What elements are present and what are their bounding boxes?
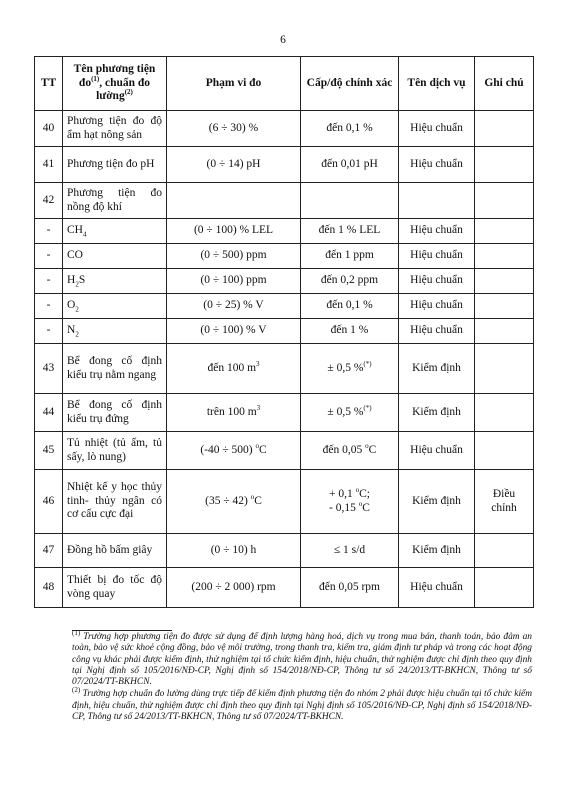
cell-range: (0 ÷ 100) % LEL (167, 219, 301, 244)
cell-name: Phương tiện đo độ ẩm hạt nông sản (63, 111, 167, 147)
accuracy-footnote-mark: (*) (363, 359, 372, 368)
accuracy-unit: C; (359, 488, 370, 500)
cell-range: (0 ÷ 25) % V (167, 294, 301, 319)
accuracy-unit: C (368, 443, 377, 456)
cell-name: Thiết bị đo tốc độ vòng quay (63, 568, 167, 608)
cell-service: Hiệu chuẩn (399, 219, 475, 244)
header-service: Tên dịch vụ (399, 57, 475, 111)
cell-note (475, 219, 534, 244)
range-unit: C (259, 443, 267, 456)
range-unit-sup: 3 (256, 403, 261, 412)
header-tt: TT (35, 57, 63, 111)
range-value: (-40 ÷ 500) (200, 443, 256, 456)
cell-name: Đồng hồ bấm giây (63, 534, 167, 568)
cell-name (63, 319, 167, 344)
cell-range: (0 ÷ 10) h (167, 534, 301, 568)
cell-note (475, 269, 534, 294)
cell-tt: 43 (35, 344, 63, 394)
cell-note (475, 244, 534, 269)
cell-accuracy: đến 0,1 % (301, 294, 399, 319)
table-row (35, 432, 534, 470)
cell-service: Kiểm định (399, 394, 475, 432)
header-name-part2: , chuẩn đo lường (96, 76, 151, 103)
cell-tt: 40 (35, 111, 63, 147)
degree-sup: o (358, 499, 363, 508)
cell-tt: 41 (35, 147, 63, 183)
cell-note (475, 568, 534, 608)
cell-name (63, 269, 167, 294)
footnote-2-mark: (2) (72, 686, 81, 695)
cell-tt: 45 (35, 432, 63, 470)
header-name-sup2: (2) (124, 88, 133, 97)
range-unit: C (254, 494, 262, 507)
degree-sup: o (365, 441, 369, 450)
cell-range: (200 ÷ 2 000) rpm (167, 568, 301, 608)
accuracy-line-1 (305, 488, 394, 502)
gas-formula: CH (67, 224, 83, 237)
cell-note (475, 147, 534, 183)
cell-range: (6 ÷ 30) % (167, 111, 301, 147)
cell-name: Phương tiện đo pH (63, 147, 167, 183)
cell-range: (0 ÷ 100) ppm (167, 269, 301, 294)
cell-note (475, 294, 534, 319)
cell-service: Kiểm định (399, 534, 475, 568)
header-name (63, 57, 167, 111)
cell-service: Hiệu chuẩn (399, 111, 475, 147)
table-row (35, 394, 534, 432)
accuracy-value: + 0,1 (329, 488, 356, 500)
page-number: 6 (280, 34, 286, 46)
cell-tt: 44 (35, 394, 63, 432)
cell-range: (0 ÷ 14) pH (167, 147, 301, 183)
cell-range: (0 ÷ 500) ppm (167, 244, 301, 269)
accuracy-unit: C (362, 501, 370, 514)
cell-tt: - (35, 244, 63, 269)
degree-sup: o (355, 486, 360, 495)
table-row (35, 219, 534, 244)
cell-service: Hiệu chuẩn (399, 568, 475, 608)
cell-accuracy: đến 1 % (301, 319, 399, 344)
table-row (35, 568, 534, 608)
cell-note (475, 111, 534, 147)
cell-accuracy: ≤ 1 s/d (301, 534, 399, 568)
cell-note (475, 534, 534, 568)
table-row (35, 111, 534, 147)
cell-name: Tủ nhiệt (tủ ấm, tủ sấy, lò nung) (63, 432, 167, 470)
table-header-row (35, 57, 534, 111)
degree-sup: o (250, 492, 255, 501)
gas-formula: N (67, 324, 76, 337)
cell-range (167, 344, 301, 394)
cell-accuracy (301, 470, 399, 534)
cell-service: Kiểm định (399, 344, 475, 394)
footnote-2-text: Trường hợp chuẩn đo lường dùng trực tiếp để kiểm định phương tiện đo nhóm 2 phải được hiệu chuẩn tại tổ chức kiểm định, hiệu chuẩn, thử nghiệm được chỉ định theo quy định tại Nghị định số 105/2016/NĐ-CP, Nghị định số 154/2018/NĐ-CP, Thông tư số 24/2013/TT-BKHCN, Thông tư số 07/2024/TT-BKHCN. (72, 689, 532, 723)
degree-sup: o (255, 441, 259, 450)
cell-service: Hiệu chuẩn (399, 432, 475, 470)
cell-accuracy (301, 432, 399, 470)
header-range: Phạm vi đo (167, 57, 301, 111)
table-row (35, 534, 534, 568)
table-row (35, 344, 534, 394)
cell-accuracy: đến 0,05 rpm (301, 568, 399, 608)
range-value: (35 ÷ 42) (205, 494, 251, 507)
cell-service: Kiểm định (399, 470, 475, 534)
cell-note (475, 432, 534, 470)
header-note: Ghi chú (475, 57, 534, 111)
table-row (35, 183, 534, 219)
gas-formula-sub: 2 (75, 305, 79, 314)
cell-tt: 42 (35, 183, 63, 219)
cell-range (167, 470, 301, 534)
cell-tt: 46 (35, 470, 63, 534)
accuracy-value: đến 0,05 (322, 443, 366, 456)
table-row (35, 319, 534, 344)
cell-accuracy: đến 0,2 ppm (301, 269, 399, 294)
table-row (35, 147, 534, 183)
footnote-1-mark: (1) (72, 628, 81, 637)
cell-accuracy: đến 0,1 % (301, 111, 399, 147)
cell-name: Phương tiện đo nồng độ khí (63, 183, 167, 219)
accuracy-footnote-mark: (*) (363, 403, 372, 412)
header-accuracy: Cấp/độ chính xác (301, 57, 399, 111)
cell-service: Hiệu chuẩn (399, 319, 475, 344)
gas-formula-sub: 2 (75, 280, 79, 289)
accuracy-value: - 0,15 (329, 501, 359, 514)
header-name-part1: Tên phương tiện đo (73, 63, 156, 89)
table-row (35, 470, 534, 534)
cell-note (475, 344, 534, 394)
cell-name: CO (63, 244, 167, 269)
gas-formula: H (67, 274, 76, 287)
cell-accuracy (301, 183, 399, 219)
table-row (35, 244, 534, 269)
cell-name: Bể đong cố định kiểu trụ đứng (63, 394, 167, 432)
cell-range (167, 183, 301, 219)
header-name-sup1: (1) (91, 74, 100, 83)
range-unit-sup: 3 (256, 359, 260, 368)
cell-tt: - (35, 319, 63, 344)
accuracy-line-2 (305, 499, 394, 516)
gas-formula: O (67, 299, 76, 312)
gas-formula-tail: S (78, 274, 86, 287)
cell-accuracy: đến 1 % LEL (301, 219, 399, 244)
gas-formula-sub: 4 (82, 230, 87, 239)
cell-service (399, 183, 475, 219)
cell-accuracy: đến 1 ppm (301, 244, 399, 269)
cell-accuracy (301, 344, 399, 394)
range-value: trên 100 m (206, 405, 257, 418)
table-row (35, 294, 534, 319)
calibration-table (34, 56, 534, 608)
cell-accuracy: đến 0,01 pH (301, 147, 399, 183)
cell-note (475, 319, 534, 344)
cell-tt: - (35, 294, 63, 319)
footnote-divider (72, 630, 172, 631)
cell-note (475, 183, 534, 219)
table-row (35, 269, 534, 294)
footnotes (72, 628, 532, 724)
cell-tt: 47 (35, 534, 63, 568)
cell-note (475, 394, 534, 432)
cell-service: Hiệu chuẩn (399, 244, 475, 269)
cell-service: Hiệu chuẩn (399, 269, 475, 294)
cell-name: Nhiệt kế y học thủy tinh- thủy ngân có cơ cấu cực đại (63, 470, 167, 534)
range-value: đến 100 m (207, 361, 257, 374)
cell-range: (0 ÷ 100) % V (167, 319, 301, 344)
footnote-1 (72, 628, 532, 688)
footnote-2 (72, 686, 532, 723)
cell-range (167, 432, 301, 470)
cell-range (167, 394, 301, 432)
cell-note: Điều chỉnh (475, 470, 534, 534)
cell-name (63, 294, 167, 319)
cell-service: Hiệu chuẩn (399, 147, 475, 183)
cell-tt: - (35, 269, 63, 294)
accuracy-value: ± 0,5 % (327, 405, 364, 418)
cell-name: Bể đong cố định kiểu trụ nằm ngang (63, 344, 167, 394)
cell-service: Hiệu chuẩn (399, 294, 475, 319)
cell-accuracy (301, 394, 399, 432)
cell-tt: - (35, 219, 63, 244)
footnote-1-text: Trường hợp phương tiện đo được sử dụng để định lượng hàng hoá, dịch vụ trong mua bán, thanh toán, bảo đảm an toàn, bảo vệ sức khoẻ cộng đồng, bảo vệ môi trường, trong thanh tra, kiểm tra, giám định tư pháp và trong các hoạt động công vụ khác phải được kiểm định, thử nghiệm tại tổ chức kiểm định, hiệu chuẩn, thử nghiệm được chỉ định theo quy định tại Nghị định số 105/2016/NĐ-CP, Nghị định số 154/2018/NĐ-CP, Thông tư số 24/2013/TT-BKHCN, Thông tư số 07/2024/TT-BKHCN. (72, 632, 532, 688)
accuracy-value: ± 0,5 % (327, 361, 364, 374)
cell-tt: 48 (35, 568, 63, 608)
cell-name (63, 219, 167, 244)
gas-formula-sub: 2 (75, 330, 79, 339)
